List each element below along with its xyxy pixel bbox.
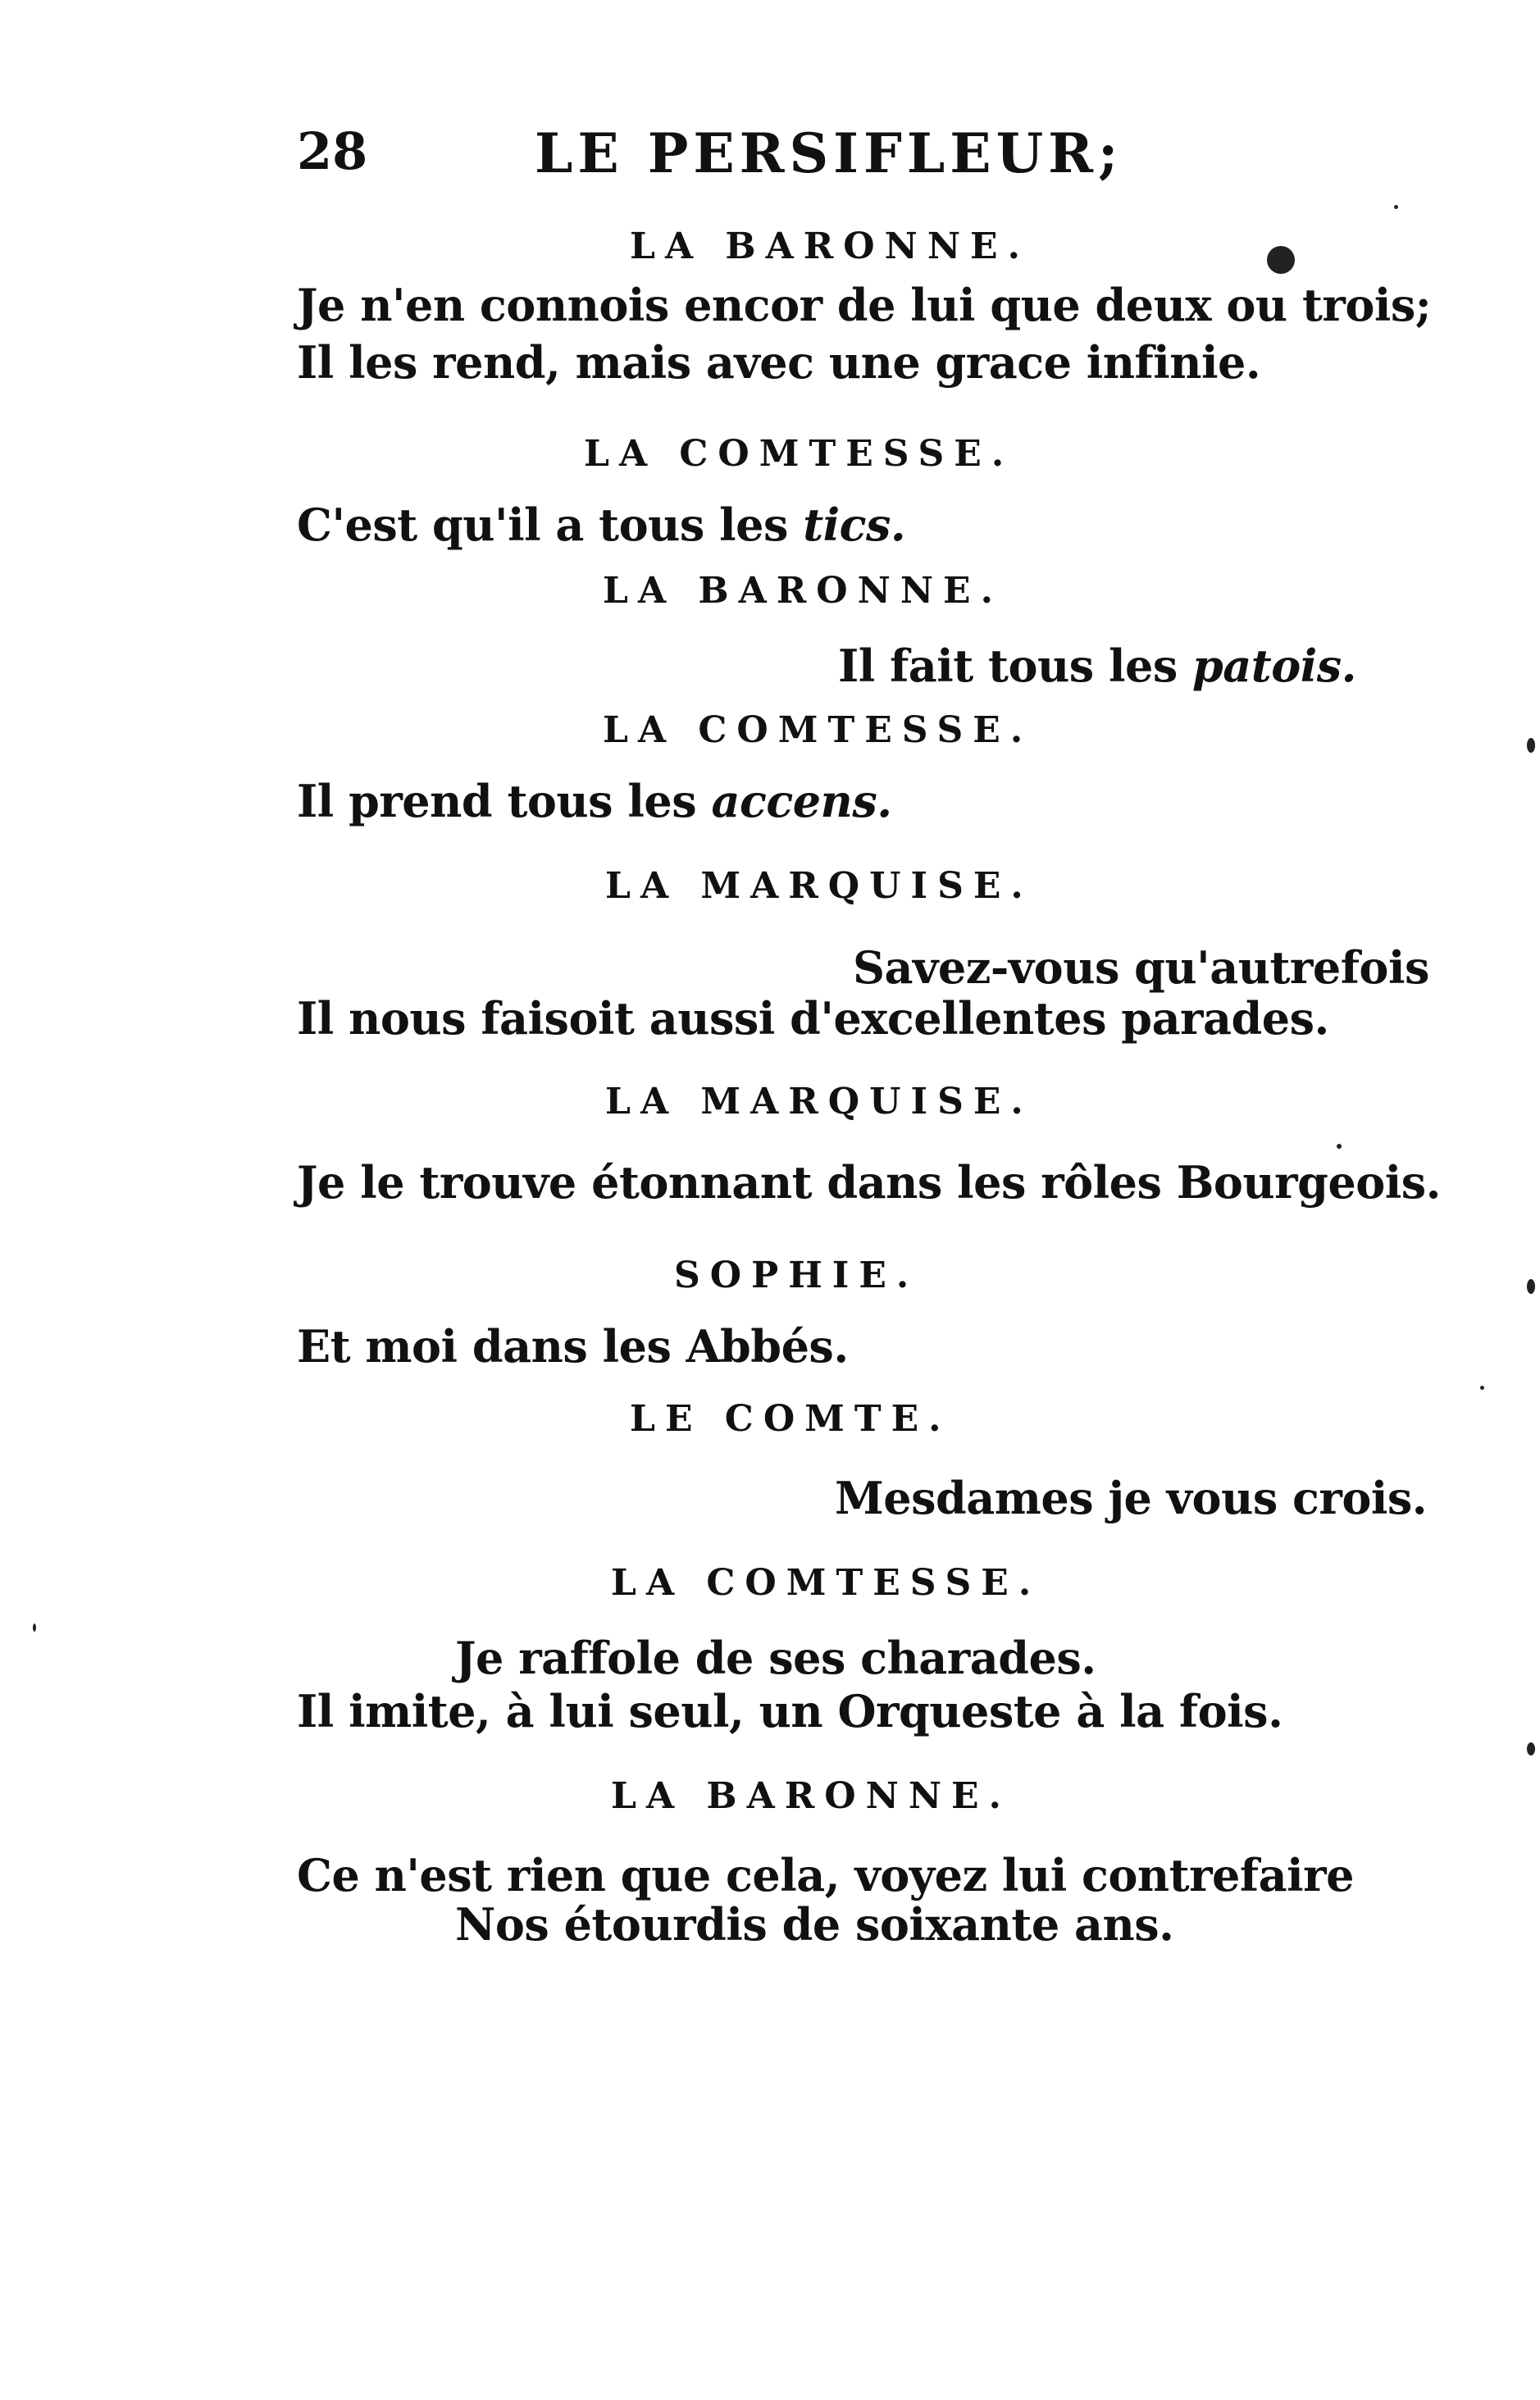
- page-number: 28: [297, 121, 368, 181]
- verse-line: Il les rend, mais avec une grace infinie.: [297, 336, 1261, 389]
- speaker-name: SOPHIE.: [674, 1255, 919, 1296]
- speaker-name: LA COMTESSE.: [584, 433, 1014, 475]
- verse-line: Nos étourdis de soixante ans.: [455, 1898, 1174, 1951]
- ink-speck: [1527, 1742, 1535, 1756]
- verse-line: Il nous faisoit aussi d'excellentes parades.: [297, 992, 1329, 1045]
- verse-line: [297, 775, 892, 827]
- speaker-name: LA COMTESSE.: [603, 709, 1033, 751]
- verse-text: C'est qu'il a tous les: [297, 499, 804, 551]
- verse-line: Je le trouve étonnant dans les rôles Bourgeois.: [297, 1156, 1441, 1209]
- verse-line: Mesdames je vous crois.: [835, 1472, 1428, 1524]
- ink-speck: [1480, 1386, 1484, 1390]
- verse-italic: tics.: [803, 499, 906, 551]
- verse-text: Il fait tous les: [838, 640, 1193, 692]
- verse-italic: patois.: [1192, 640, 1356, 692]
- verse-line: Je n'en connois encor de lui que deux ou trois;: [297, 279, 1432, 331]
- speaker-name: LA BARONNE.: [630, 225, 1030, 267]
- verse-line: Savez-vous qu'autrefois: [853, 941, 1429, 994]
- running-title: LE PERSIFLEUR;: [535, 121, 1123, 185]
- speaker-name: LA MARQUISE.: [605, 865, 1033, 907]
- page-header: [297, 121, 1158, 195]
- speaker-name: LA BARONNE.: [611, 1775, 1011, 1817]
- ink-speck: [1394, 205, 1398, 209]
- verse-line: [838, 640, 1356, 692]
- verse-line: Je raffole de ses charades.: [455, 1632, 1096, 1684]
- speaker-name: LA COMTESSE.: [611, 1562, 1041, 1604]
- verse-line: Il imite, à lui seul, un Orqueste à la fois.: [297, 1685, 1283, 1737]
- speaker-name: LE COMTE.: [630, 1398, 951, 1440]
- ink-speck: [1527, 738, 1535, 753]
- ink-speck: [1527, 1279, 1535, 1294]
- speaker-name: LA MARQUISE.: [605, 1081, 1033, 1123]
- ink-speck: [1337, 1144, 1342, 1149]
- ink-blot: [1267, 246, 1295, 274]
- verse-italic: accens.: [711, 775, 892, 827]
- verse-line: [297, 499, 905, 551]
- verse-line: Et moi dans les Abbés.: [297, 1320, 849, 1373]
- verse-line: Ce n'est rien que cela, voyez lui contrefaire: [297, 1849, 1354, 1901]
- ink-speck: [33, 1624, 36, 1632]
- verse-text: Il prend tous les: [297, 775, 712, 827]
- speaker-name: LA BARONNE.: [603, 570, 1003, 612]
